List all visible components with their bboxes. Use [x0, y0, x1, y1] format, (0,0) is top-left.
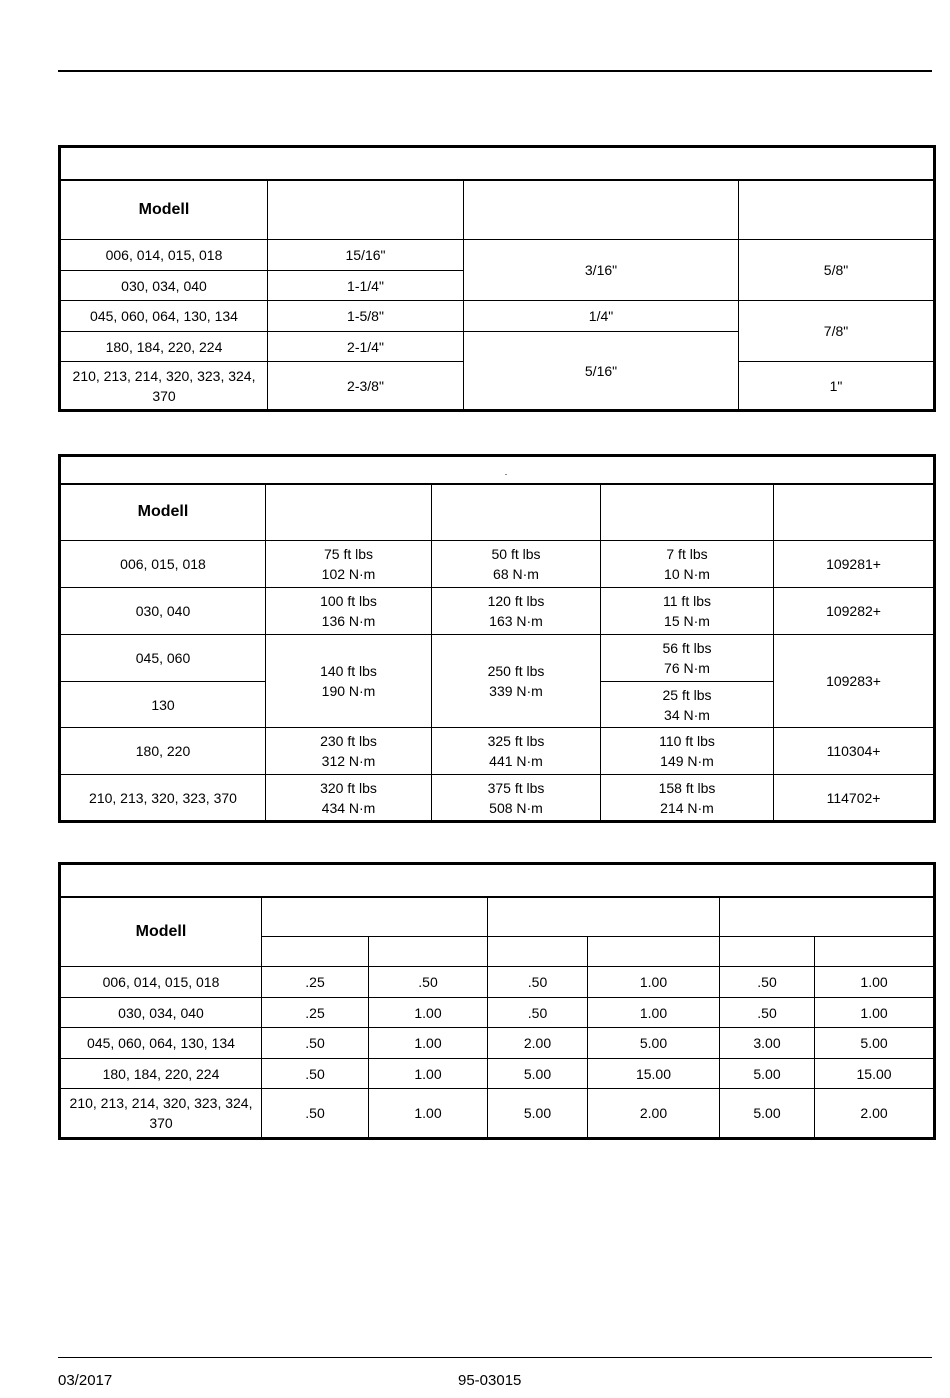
value-cell: 5.00: [588, 1028, 720, 1059]
torque-cell-1: [266, 588, 432, 635]
torque-ftlbs: 325 ft lbs: [487, 733, 545, 749]
torque-ftlbs: 140 ft lbs: [320, 663, 377, 679]
value-cell: 1.00: [815, 967, 935, 998]
col4-group-cell: 5/8": [739, 240, 935, 301]
value-cell: 5.00: [720, 1059, 815, 1089]
torque-cell-3: [601, 541, 774, 588]
torque-cell-3: [601, 682, 774, 728]
value-cell: 1.00: [588, 967, 720, 998]
value-cell: .50: [369, 967, 488, 998]
table-2-header-col5: [774, 484, 935, 541]
table-2-header-col4: [601, 484, 774, 541]
torque-nm: 339 N·m: [489, 683, 543, 699]
col3-group-cell: 5/16": [464, 332, 739, 411]
table-row: [60, 728, 935, 775]
torque-nm: 441 N·m: [489, 753, 543, 769]
size-cell: 2-1/4": [268, 332, 464, 362]
table-1-header-col2: [268, 180, 464, 240]
model-cell: 210, 213, 320, 323, 370: [60, 775, 266, 822]
table-row: [60, 1059, 935, 1089]
model-cell: 030, 040: [60, 588, 266, 635]
torque-ftlbs: 100 ft lbs: [320, 593, 377, 609]
value-cell: 2.00: [488, 1028, 588, 1059]
value-cell: 1.00: [815, 998, 935, 1028]
torque-cell-2: [432, 775, 601, 822]
torque-nm: 163 N·m: [489, 613, 543, 629]
table-3-group-header-1: [262, 897, 488, 937]
torque-cell-3: [601, 635, 774, 682]
value-cell: .25: [262, 998, 369, 1028]
table-row: [60, 541, 935, 588]
torque-cell-1: [266, 775, 432, 822]
model-cell: 030, 034, 040: [60, 998, 262, 1028]
torque-ftlbs: 230 ft lbs: [320, 733, 377, 749]
table-row: [60, 775, 935, 822]
torque-nm: 34 N·m: [664, 706, 710, 723]
value-cell: 3.00: [720, 1028, 815, 1059]
table-3-subheader: [588, 937, 720, 967]
table-3-subheader: [369, 937, 488, 967]
table-2-title: [60, 456, 935, 484]
table-1-title: [60, 147, 935, 180]
model-cell: 180, 220: [60, 728, 266, 775]
value-cell: 5.00: [720, 1089, 815, 1139]
torque-nm: 508 N·m: [489, 799, 543, 816]
table-3-header-model: Modell: [60, 897, 262, 967]
value-cell: 5.00: [488, 1089, 588, 1139]
torque-ftlbs: 56 ft lbs: [662, 640, 712, 656]
model-cell: 006, 015, 018: [60, 541, 266, 588]
size-cell: 1-5/8": [268, 301, 464, 332]
value-cell: 2.00: [815, 1089, 935, 1139]
torque-ftlbs: 320 ft lbs: [320, 779, 377, 796]
table-row: [60, 240, 935, 271]
torque-ftlbs: 250 ft lbs: [487, 663, 545, 679]
col4-group-cell: 7/8": [739, 301, 935, 362]
torque-cell-2: [432, 728, 601, 775]
table-2: [58, 454, 936, 823]
part-number-cell: 109281+: [774, 541, 935, 588]
torque-ftlbs: 158 ft lbs: [658, 779, 716, 796]
torque-ftlbs: 11 ft lbs: [663, 593, 711, 609]
table-3-subheader: [262, 937, 369, 967]
model-cell: 180, 184, 220, 224: [60, 332, 268, 362]
torque-cell-2: [432, 541, 601, 588]
table-2-header-model: Modell: [60, 484, 266, 541]
table-3-subheader: [488, 937, 588, 967]
table-3-subheader: [815, 937, 935, 967]
table-1-header-col4: [739, 180, 935, 240]
model-cell: 210, 213, 214, 320, 323, 324, 370: [60, 362, 268, 411]
value-cell: .50: [488, 967, 588, 998]
value-cell: 5.00: [815, 1028, 935, 1059]
torque-nm: 15 N·m: [664, 613, 710, 629]
value-cell: 1.00: [588, 998, 720, 1028]
table-1-header-model: Modell: [60, 180, 268, 240]
col3-group-cell: 3/16": [464, 240, 739, 301]
torque-nm: 68 N·m: [493, 566, 539, 582]
value-cell: .50: [720, 967, 815, 998]
torque-nm: 214 N·m: [660, 799, 714, 816]
col4-group-cell: 1": [739, 362, 935, 411]
torque-ftlbs: 375 ft lbs: [487, 779, 545, 796]
torque-cell-1: [266, 728, 432, 775]
torque-cell-1: [266, 541, 432, 588]
torque-ftlbs: 75 ft lbs: [323, 546, 374, 562]
model-cell: 045, 060, 064, 130, 134: [60, 1028, 262, 1059]
table-row: [60, 967, 935, 998]
model-cell: 130: [60, 682, 266, 728]
torque-cell-2: [432, 635, 601, 728]
torque-nm: 10 N·m: [664, 566, 710, 582]
torque-ftlbs: 110 ft lbs: [659, 733, 715, 749]
footer-doc-number: 95-03015: [458, 1372, 522, 1389]
part-number-cell: 110304+: [774, 728, 935, 775]
table-1-header-col3: [464, 180, 739, 240]
table-3-title: [60, 864, 935, 897]
value-cell: .50: [488, 998, 588, 1028]
table-row: [60, 301, 935, 332]
model-cell: 045, 060, 064, 130, 134: [60, 301, 268, 332]
value-cell: 15.00: [588, 1059, 720, 1089]
value-cell: .50: [262, 1089, 369, 1139]
torque-cell-3: [601, 775, 774, 822]
value-cell: .50: [262, 1059, 369, 1089]
model-cell: 045, 060: [60, 635, 266, 682]
table-3-group-header-3: [720, 897, 935, 937]
model-cell: 030, 034, 040: [60, 271, 268, 301]
torque-ftlbs: 120 ft lbs: [487, 593, 545, 609]
col3-group-cell: 1/4": [464, 301, 739, 332]
torque-ftlbs: 7 ft lbs: [666, 546, 708, 562]
value-cell: .25: [262, 967, 369, 998]
top-rule: [58, 70, 932, 72]
torque-nm: 434 N·m: [321, 799, 376, 816]
table-1: [58, 145, 936, 412]
bottom-rule: [58, 1357, 932, 1358]
value-cell: 1.00: [369, 1089, 488, 1139]
model-cell: 006, 014, 015, 018: [60, 967, 262, 998]
torque-cell-2: [432, 588, 601, 635]
table-2-header-col3: [432, 484, 601, 541]
value-cell: .50: [262, 1028, 369, 1059]
table-2-header-col2: [266, 484, 432, 541]
torque-nm: 149 N·m: [660, 753, 714, 769]
torque-cell-3: [601, 728, 774, 775]
table-3-subheader: [720, 937, 815, 967]
value-cell: 1.00: [369, 1059, 488, 1089]
table-3-group-header-2: [488, 897, 720, 937]
table-3: [58, 862, 936, 1140]
torque-ftlbs: 50 ft lbs: [491, 546, 541, 562]
model-cell: 210, 213, 214, 320, 323, 324, 370: [60, 1089, 262, 1139]
size-cell: 15/16": [268, 240, 464, 271]
torque-cell-1: [266, 635, 432, 728]
table-row: [60, 588, 935, 635]
torque-cell-3: [601, 588, 774, 635]
torque-nm: 76 N·m: [664, 660, 710, 676]
torque-ftlbs: 25 ft lbs: [662, 686, 712, 703]
value-cell: .50: [720, 998, 815, 1028]
value-cell: 1.00: [369, 998, 488, 1028]
part-number-cell: 109282+: [774, 588, 935, 635]
value-cell: 5.00: [488, 1059, 588, 1089]
size-cell: 2-3/8": [268, 362, 464, 411]
footer-date: 03/2017: [58, 1372, 113, 1389]
value-cell: 15.00: [815, 1059, 935, 1089]
part-number-cell: 114702+: [774, 775, 935, 822]
model-cell: 180, 184, 220, 224: [60, 1059, 262, 1089]
table-row: [60, 635, 935, 682]
table-row: [60, 998, 935, 1028]
torque-nm: 312 N·m: [321, 753, 376, 769]
table-row: [60, 1089, 935, 1139]
model-cell: 006, 014, 015, 018: [60, 240, 268, 271]
torque-nm: 190 N·m: [321, 683, 376, 699]
size-cell: 1-1/4": [268, 271, 464, 301]
torque-nm: 136 N·m: [321, 613, 376, 629]
torque-nm: 102 N·m: [321, 566, 376, 582]
value-cell: 1.00: [369, 1028, 488, 1059]
table-row: [60, 1028, 935, 1059]
part-number-cell: 109283+: [774, 635, 935, 728]
value-cell: 2.00: [588, 1089, 720, 1139]
